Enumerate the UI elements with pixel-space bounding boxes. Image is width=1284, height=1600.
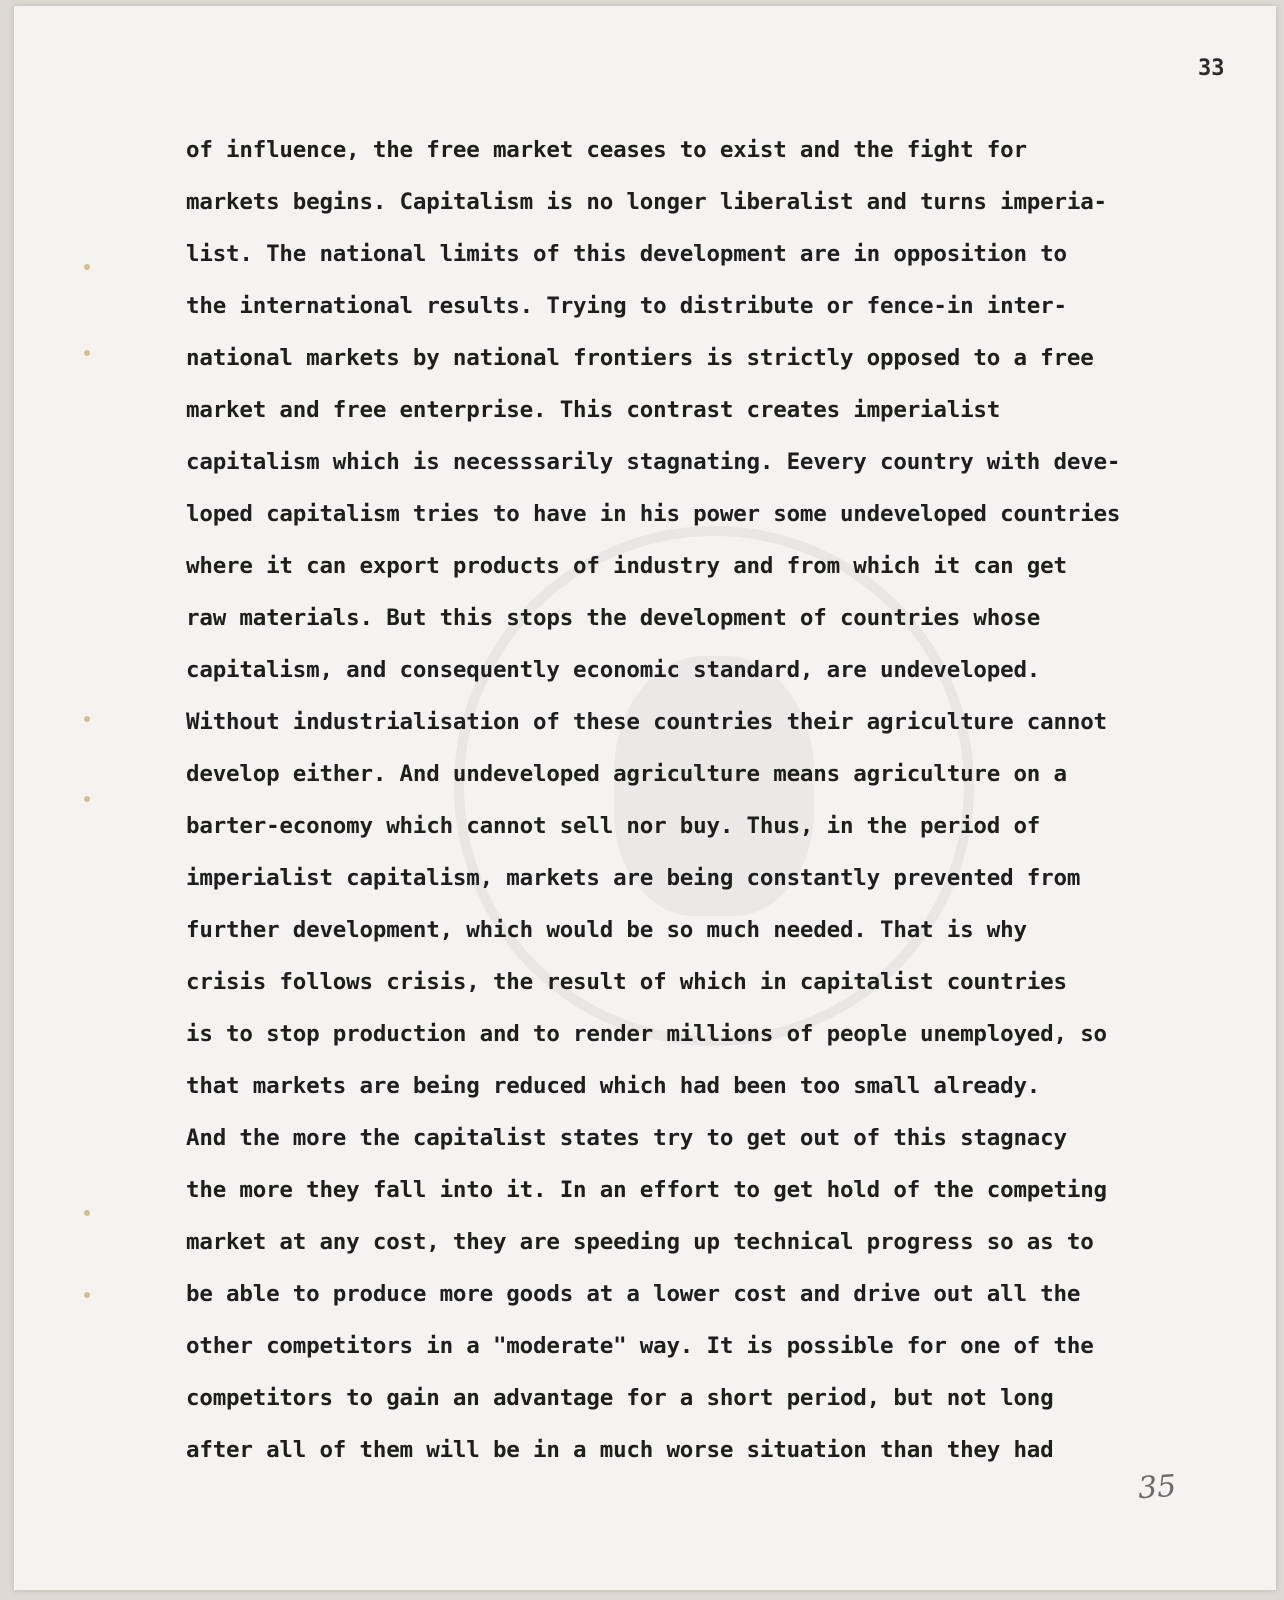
text-line: that markets are being reduced which had been too small already. <box>186 1073 1041 1099</box>
margin-mark <box>84 264 90 270</box>
text-line: the more they fall into it. In an effort to get hold of the competing <box>186 1177 1107 1203</box>
text-line: list. The national limits of this development are in opposition to <box>186 241 1067 267</box>
text-line: imperialist capitalism, markets are being constantly prevented from <box>186 865 1081 891</box>
text-line: competitors to gain an advantage for a short period, but not long <box>186 1385 1054 1411</box>
text-line: raw materials. But this stops the development of countries whose <box>186 605 1041 631</box>
text-line: barter-economy which cannot sell nor buy. Thus, in the period of <box>186 813 1041 839</box>
text-line: market and free enterprise. This contrast creates imperialist <box>186 397 1001 423</box>
text-line: of influence, the free market ceases to exist and the fight for <box>186 137 1027 163</box>
text-line: where it can export products of industry and from which it can get <box>186 553 1067 579</box>
handwritten-page-number: 35 <box>1136 1468 1178 1507</box>
page-number: 33 <box>1198 56 1225 81</box>
text-line: be able to produce more goods at a lower cost and drive out all the <box>186 1281 1081 1307</box>
text-line: other competitors in a "moderate" way. It is possible for one of the <box>186 1333 1094 1359</box>
body-text <box>186 124 1266 1476</box>
margin-mark <box>84 716 90 722</box>
text-line: And the more the capitalist states try to get out of this stagnacy <box>186 1125 1067 1151</box>
text-line: develop either. And undeveloped agriculture means agriculture on a <box>186 761 1067 787</box>
text-line: after all of them will be in a much worse situation than they had <box>186 1437 1054 1463</box>
margin-mark <box>84 350 90 356</box>
text-line: crisis follows crisis, the result of which in capitalist countries <box>186 969 1067 995</box>
text-line: the international results. Trying to distribute or fence-in inter- <box>186 293 1067 319</box>
margin-mark <box>84 1292 90 1298</box>
margin-mark <box>84 1210 90 1216</box>
text-line: capitalism which is necesssarily stagnating. Eevery country with deve- <box>186 449 1121 475</box>
text-line: capitalism, and consequently economic standard, are undeveloped. <box>186 657 1041 683</box>
text-line: Without industrialisation of these countries their agriculture cannot <box>186 709 1107 735</box>
text-line: market at any cost, they are speeding up technical progress so as to <box>186 1229 1094 1255</box>
margin-mark <box>84 796 90 802</box>
text-line: loped capitalism tries to have in his power some undeveloped countries <box>186 501 1121 527</box>
text-line: is to stop production and to render millions of people unemployed, so <box>186 1021 1107 1047</box>
typewritten-page <box>14 6 1276 1590</box>
text-line: national markets by national frontiers is strictly opposed to a free <box>186 345 1094 371</box>
text-line: markets begins. Capitalism is no longer liberalist and turns imperia- <box>186 189 1107 215</box>
text-line: further development, which would be so much needed. That is why <box>186 917 1027 943</box>
